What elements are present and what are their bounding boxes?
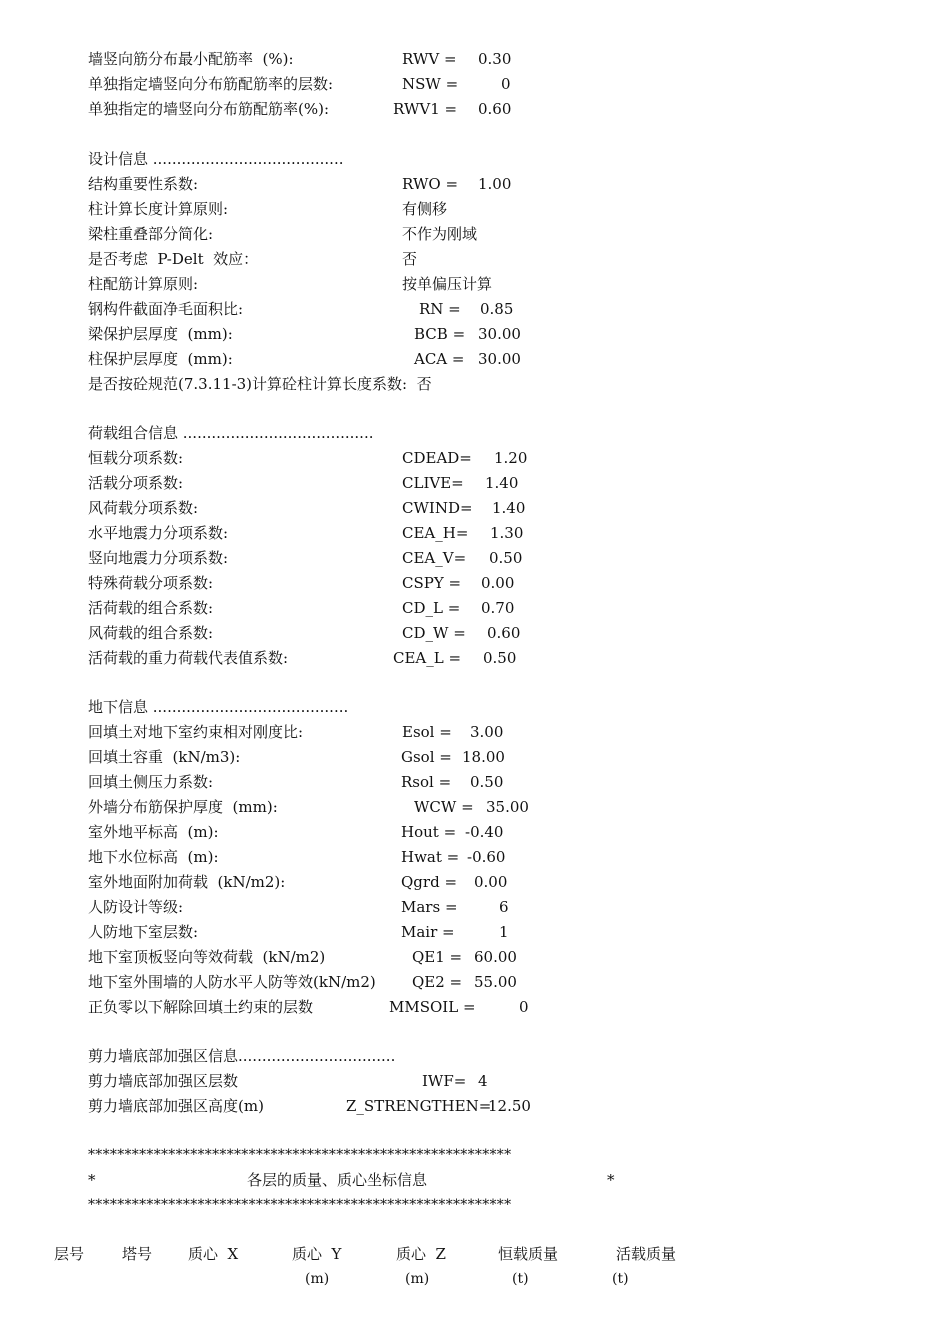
mars-value: 6 [499,898,509,916]
esol-value: 3.00 [470,723,504,741]
banner-title: 各层的质量、质心坐标信息 [247,1171,428,1189]
wcw-code: WCW = [414,798,474,816]
rn-code: RN = [419,300,461,318]
column-reinf-rule-label: 柱配筋计算原则: [88,275,199,293]
col-live-mass-unit: (t) [612,1271,629,1287]
section-design-info: 设计信息 ........................................ [88,150,344,168]
banner-stars-top: ********************************************************** [88,1147,512,1163]
banner-right-star: * [607,1171,615,1189]
cwind-label: 风荷载分项系数: [88,499,199,517]
hout-code: Hout = [401,823,457,841]
hout-value: -0.40 [465,823,504,841]
hwat-label: 地下水位标高 (m): [88,848,219,866]
mmsoil-value: 0 [519,998,529,1016]
cwind-code: CWIND= [402,499,473,517]
nsw-label: 单独指定墙竖向分布筋配筋率的层数: [88,75,334,93]
gsol-label: 回填土容重 (kN/m3): [88,748,241,766]
nsw-value: 0 [501,75,511,93]
cdead-value: 1.20 [494,449,528,467]
rn-label: 钢构件截面净毛面积比: [88,300,244,318]
cwind-value: 1.40 [492,499,526,517]
rwo-label: 结构重要性系数: [88,175,199,193]
rwv1-code: RWV1 = [393,100,458,118]
column-length-label: 柱计算长度计算原则: [88,200,229,218]
clive-code: CLIVE= [402,474,464,492]
mmsoil-label: 正负零以下解除回填土约束的层数 [88,998,314,1016]
section-load-combination: 荷载组合信息 ........................................ [88,424,374,442]
column-length-value: 有侧移 [402,200,448,218]
mair-label: 人防地下室层数: [88,923,199,941]
esol-label: 回填土对地下室约束相对刚度比: [88,723,304,741]
bcb-label: 梁保护层厚度 (mm): [88,325,233,343]
cd-l-value: 0.70 [481,599,515,617]
p-delta-value: 否 [402,250,418,268]
cspy-value: 0.00 [481,574,515,592]
cd-w-label: 风荷载的组合系数: [88,624,214,642]
concrete-code-line: 是否按砼规范(7.3.11-3)计算砼柱计算长度系数: 否 [88,375,432,393]
col-cy-header: 质心 Y [292,1245,342,1263]
mair-code: Mair = [401,923,455,941]
hout-label: 室外地平标高 (m): [88,823,219,841]
qe1-code: QE1 = [412,948,463,966]
qe1-value: 60.00 [474,948,517,966]
mmsoil-code: MMSOIL = [389,998,476,1016]
col-cx-header: 质心 X [188,1245,239,1263]
cdead-code: CDEAD= [402,449,472,467]
col-tower-header: 塔号 [122,1245,153,1263]
col-cz-header: 质心 Z [396,1245,446,1263]
rwv-label: 墙竖向筋分布最小配筋率 (%): [88,50,294,68]
hwat-code: Hwat = [401,848,460,866]
col-live-mass-header: 活载质量 [616,1245,677,1263]
col-dead-mass-header: 恒载质量 [498,1245,559,1263]
qgrd-label: 室外地面附加荷载 (kN/m2): [88,873,286,891]
rsol-code: Rsol = [401,773,452,791]
cea-h-label: 水平地震力分项系数: [88,524,229,542]
gsol-code: Gsol = [401,748,452,766]
mars-label: 人防设计等级: [88,898,184,916]
cea-v-value: 0.50 [489,549,523,567]
qe1-label: 地下室顶板竖向等效荷载 (kN/m2) [88,948,326,966]
aca-value: 30.00 [478,350,521,368]
banner-stars-bottom: ********************************************************** [88,1197,512,1213]
clive-label: 活载分项系数: [88,474,184,492]
esol-code: Esol = [402,723,452,741]
rwo-code: RWO = [402,175,459,193]
column-reinf-rule-value: 按单偏压计算 [402,275,493,293]
rwv1-value: 0.60 [478,100,512,118]
section-basement-info: 地下信息 ......................................... [88,698,349,716]
z-strengthen-code: Z_STRENGTHEN= [346,1097,492,1115]
col-cy-unit: (m) [305,1271,330,1287]
hwat-value: -0.60 [467,848,506,866]
mair-value: 1 [499,923,509,941]
iwf-value: 4 [478,1072,488,1090]
rsol-label: 回填土侧压力系数: [88,773,214,791]
bcb-value: 30.00 [478,325,521,343]
wcw-label: 外墙分布筋保护厚度 (mm): [88,798,278,816]
mars-code: Mars = [401,898,458,916]
cea-h-value: 1.30 [490,524,524,542]
col-floor-header: 层号 [54,1245,85,1263]
cspy-label: 特殊荷载分项系数: [88,574,214,592]
banner-left-star: * [88,1171,96,1189]
p-delta-label: 是否考虑 P-Delt 效应： [88,250,259,268]
rwv-code: RWV = [402,50,457,68]
beam-column-overlap-label: 梁柱重叠部分简化: [88,225,214,243]
col-dead-mass-unit: (t) [512,1271,529,1287]
qe2-label: 地下室外围墙的人防水平人防等效(kN/m2) [88,973,376,991]
cd-w-code: CD_W = [402,624,466,642]
cd-l-code: CD_L = [402,599,461,617]
cea-h-code: CEA_H= [402,524,469,542]
rwo-value: 1.00 [478,175,512,193]
cd-l-label: 活荷载的组合系数: [88,599,214,617]
bcb-code: BCB = [414,325,466,343]
qe2-value: 55.00 [474,973,517,991]
iwf-label: 剪力墙底部加强区层数 [88,1072,239,1090]
col-cz-unit: (m) [405,1271,430,1287]
cea-l-code: CEA_L = [393,649,462,667]
aca-label: 柱保护层厚度 (mm): [88,350,233,368]
qgrd-value: 0.00 [474,873,508,891]
wcw-value: 35.00 [486,798,529,816]
cdead-label: 恒载分项系数: [88,449,184,467]
cea-l-label: 活荷载的重力荷载代表值系数: [88,649,289,667]
cea-v-code: CEA_V= [402,549,467,567]
cspy-code: CSPY = [402,574,462,592]
z-strengthen-value: 12.50 [488,1097,531,1115]
rn-value: 0.85 [480,300,514,318]
clive-value: 1.40 [485,474,519,492]
beam-column-overlap-value: 不作为刚域 [402,225,478,243]
rwv-value: 0.30 [478,50,512,68]
qe2-code: QE2 = [412,973,463,991]
qgrd-code: Qgrd = [401,873,458,891]
aca-code: ACA = [414,350,465,368]
section-shear-wall-info: 剪力墙底部加强区信息................................. [88,1047,396,1065]
z-strengthen-label: 剪力墙底部加强区高度(m) [88,1097,264,1115]
rsol-value: 0.50 [470,773,504,791]
iwf-code: IWF= [422,1072,467,1090]
gsol-value: 18.00 [462,748,505,766]
rwv1-label: 单独指定的墙竖向分布筋配筋率(%): [88,100,330,118]
cd-w-value: 0.60 [487,624,521,642]
nsw-code: NSW = [402,75,459,93]
cea-l-value: 0.50 [483,649,517,667]
cea-v-label: 竖向地震力分项系数: [88,549,229,567]
